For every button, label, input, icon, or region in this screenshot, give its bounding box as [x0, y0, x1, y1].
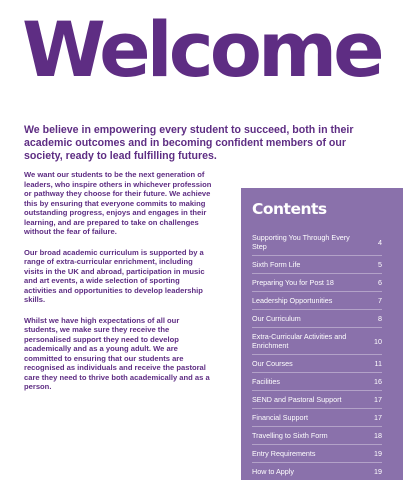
toc-item[interactable]	[252, 355, 382, 373]
toc-item-label: How to Apply	[252, 467, 294, 476]
toc-item-page: 19	[374, 467, 382, 476]
body-paragraph-3: Whilst we have high expectations of all our students, we make sure they receive the personalised support they need to develop academically and as a young adult. We are committed to ensuring that our students are recognised as individuals and receive the pastoral care they need to thrive both academically and as a person.	[24, 315, 210, 391]
toc-item-label: Travelling to Sixth Form	[252, 431, 328, 440]
contents-panel	[241, 188, 403, 480]
toc-item-label: Sixth Form Life	[252, 260, 301, 269]
toc-item-label: Financial Support	[252, 413, 308, 422]
toc-item[interactable]	[252, 328, 382, 355]
contents-heading: Contents	[252, 200, 327, 218]
toc-item-label: Entry Requirements	[252, 449, 316, 458]
toc-item-label: Our Curriculum	[252, 314, 301, 323]
page-title: Welcome	[22, 5, 381, 94]
body-text	[24, 170, 214, 403]
toc-item[interactable]	[252, 427, 382, 445]
toc-item-label: Leadership Opportunities	[252, 296, 333, 305]
toc-item-page: 18	[374, 431, 382, 440]
toc-item-label: SEND and Pastoral Support	[252, 395, 342, 404]
toc-item[interactable]	[252, 463, 382, 481]
toc-item[interactable]	[252, 445, 382, 463]
toc-item[interactable]	[252, 274, 382, 292]
toc-item-page: 7	[378, 296, 382, 305]
body-paragraph-2: Our broad academic curriculum is supported by a range of extra-curricular enrichment, including visits in the UK and abroad, participation in music and art events, a wide selection of sporting activities and opportunities to develop leadership skills.	[24, 247, 205, 304]
toc-item-page: 6	[378, 278, 382, 287]
toc-item-page: 4	[378, 237, 382, 247]
body-paragraph-1: We want our students to be the next generation of leaders, who inspire others in whichever profession or pathway they choose for their future. We achieve this by ensuring that everyone commits to making outstanding progress, enjoys and engages in their learning, and are prepared to take on challenges without the fear of failure.	[24, 170, 212, 236]
toc-item[interactable]	[252, 409, 382, 427]
lead-paragraph: We believe in empowering every student to succeed, both in their academic outcomes and in becoming confident members of our society, ready to lead fulfilling futures.	[24, 124, 354, 162]
toc-item-page: 16	[374, 377, 382, 386]
toc-item-page: 17	[374, 413, 382, 422]
toc-item-page: 5	[378, 260, 382, 269]
toc-item[interactable]	[252, 292, 382, 310]
toc-item-label: Supporting You Through Every Step	[252, 233, 350, 251]
toc-item[interactable]	[252, 256, 382, 274]
toc-item-page: 8	[378, 314, 382, 323]
toc-item-page: 19	[374, 449, 382, 458]
toc-item-page: 10	[374, 336, 382, 346]
toc-item-label: Our Courses	[252, 359, 293, 368]
toc-item-label: Preparing You for Post 18	[252, 278, 334, 287]
toc-item[interactable]	[252, 373, 382, 391]
toc-item[interactable]	[252, 391, 382, 409]
toc-item-label: Facilities	[252, 377, 280, 386]
toc-item-page: 17	[374, 395, 382, 404]
toc-item-label: Extra-Curricular Activities and Enrichment	[252, 332, 347, 350]
toc-item[interactable]	[252, 229, 382, 256]
toc-item[interactable]	[252, 310, 382, 328]
toc-item-page: 11	[374, 359, 382, 368]
